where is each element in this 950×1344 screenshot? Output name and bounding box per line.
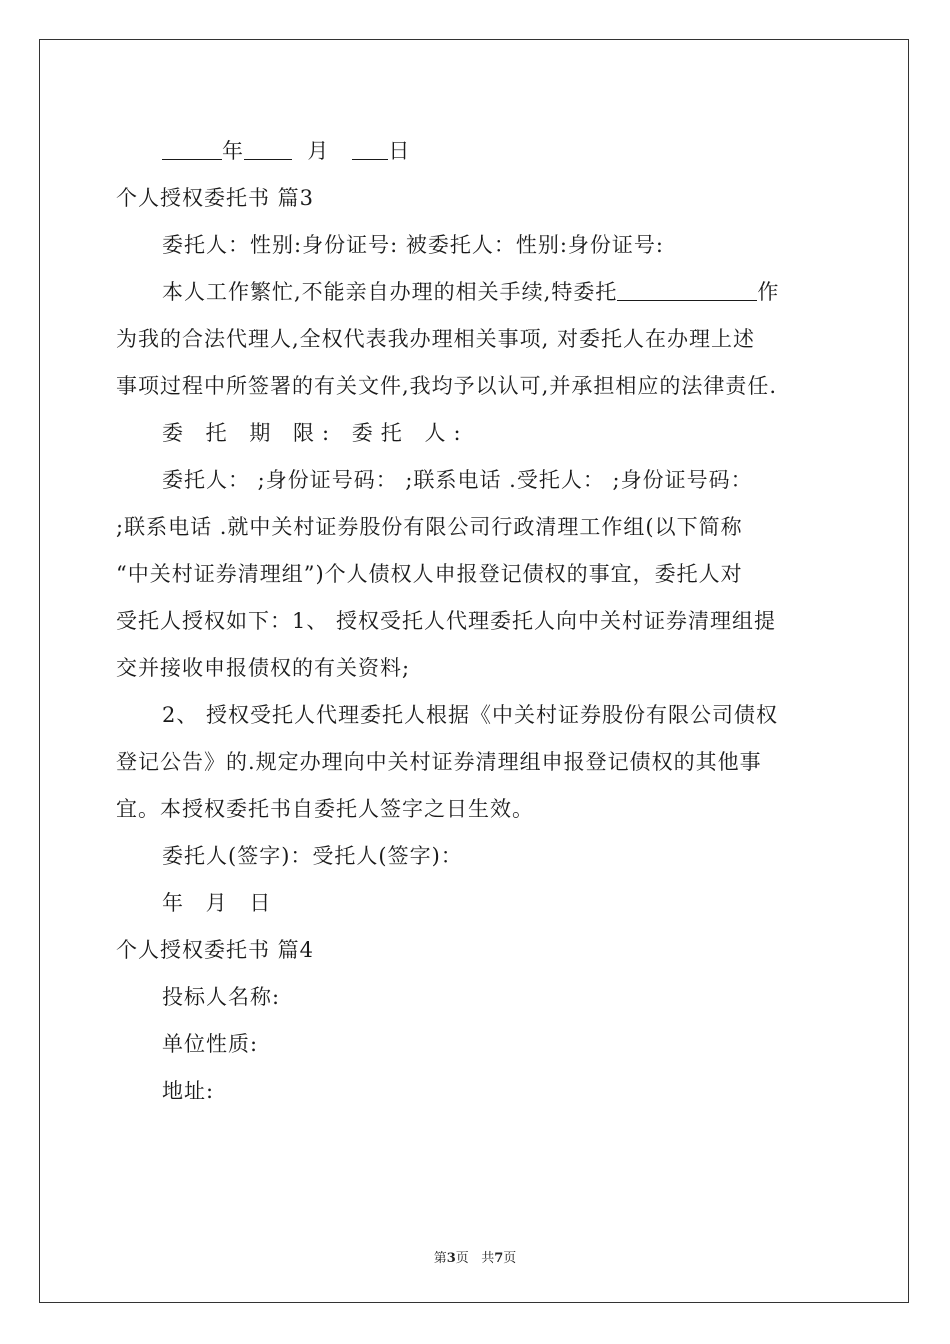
paragraph-line: 宜。本授权委托书自委托人签字之日生效。 — [116, 797, 534, 821]
agent-blank — [617, 280, 757, 301]
signature-date-line: 年 月 日 — [162, 891, 279, 915]
paragraph-line: ;联系电话 .就中关村证券股份有限公司行政清理工作组(以下简称 — [116, 515, 743, 539]
address-line: 地址: — [162, 1079, 215, 1103]
paragraph-line: 为我的合法代理人,全权代表我办理相关事项, 对委托人在办理上述 — [116, 327, 756, 351]
paragraph-line: 委托人： ;身份证号码： ;联系电话 .受托人： ;身份证号码： — [162, 468, 753, 492]
paragraph-line: 委托人：性别:身份证号: 被委托人：性别:身份证号: — [162, 233, 664, 257]
paragraph-line: 交并接收申报债权的有关资料; — [116, 656, 411, 680]
paragraph-line: 登记公告》的.规定办理向中关村证券清理组申报登记债权的其他事 — [116, 750, 762, 774]
page-footer: 第3页 共7页 — [433, 1251, 517, 1266]
bidder-name-line: 投标人名称: — [162, 985, 281, 1009]
paragraph-line: 受托人授权如下：1、 授权受托人代理委托人向中关村证券清理组提 — [116, 609, 777, 633]
total-page-number: 7 — [494, 1251, 504, 1266]
unit-type-line: 单位性质: — [162, 1032, 259, 1056]
day-label: 日 — [388, 139, 411, 163]
month-blank — [244, 139, 292, 160]
paragraph-text: 本人工作繁忙,不能亲自办理的相关手续,特委托 — [162, 280, 618, 304]
year-label: 年 — [222, 139, 244, 163]
paragraph-line — [116, 269, 846, 316]
section3-heading: 个人授权委托书 篇3 — [116, 186, 315, 210]
document-body — [116, 128, 846, 1115]
signature-line: 委托人(签字)：受托人(签字)： — [162, 844, 463, 868]
paragraph-text: 作 — [757, 280, 780, 304]
section4-heading: 个人授权委托书 篇4 — [116, 938, 315, 962]
day-blank — [352, 139, 388, 160]
paragraph-line: 事项过程中所签署的有关文件,我均予以认可,并承担相应的法律责任. — [116, 374, 778, 398]
term-line: 委 托 期 限: 委托 人: — [162, 421, 469, 445]
paragraph-line: “中关村证券清理组”)个人债权人申报登记债权的事宜，委托人对 — [116, 562, 743, 586]
current-page-number: 3 — [446, 1251, 456, 1266]
date-line — [116, 128, 846, 175]
paragraph-line: 2、 授权受托人代理委托人根据《中关村证券股份有限公司债权 — [162, 703, 779, 727]
month-label: 月 — [307, 139, 330, 163]
year-blank — [162, 139, 222, 160]
